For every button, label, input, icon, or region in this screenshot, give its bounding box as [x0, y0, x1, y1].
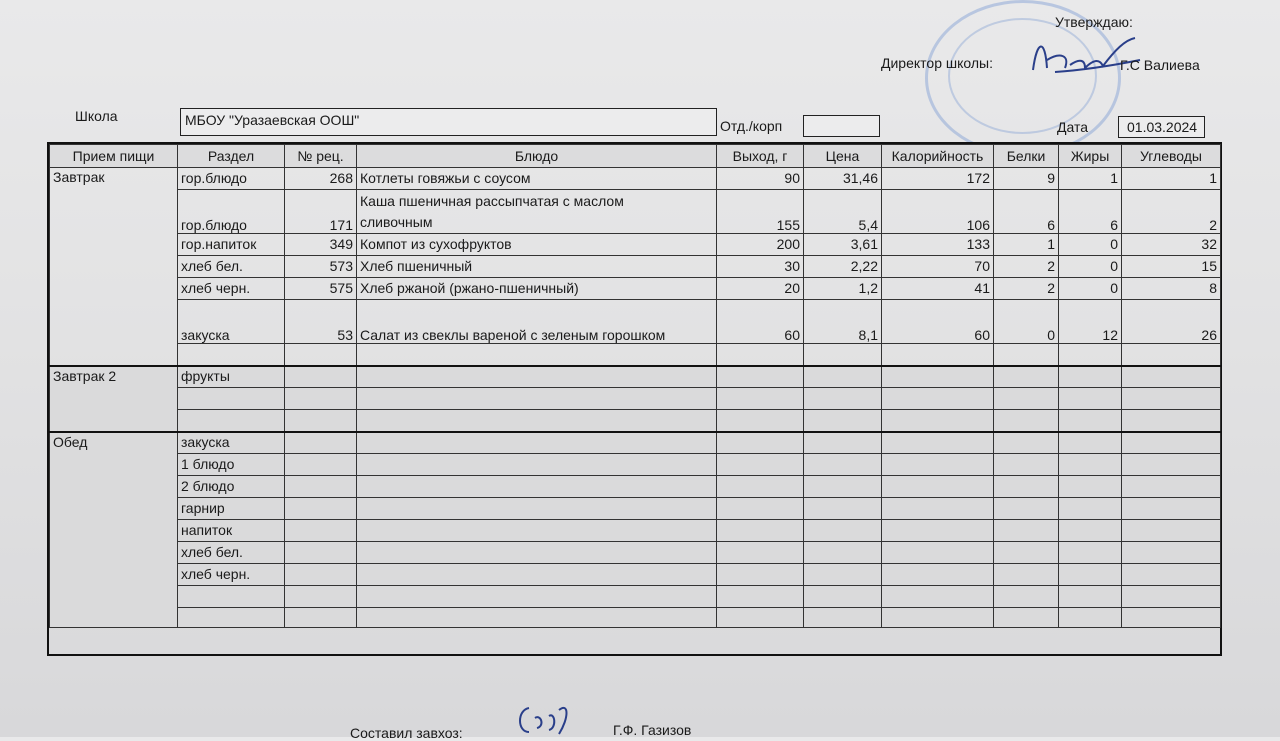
carbs-cell: 15 [1122, 256, 1221, 278]
col-dish: Блюдо [357, 145, 717, 168]
col-meal: Прием пищи [50, 145, 178, 168]
recipe-cell: 171 [285, 190, 357, 234]
col-price: Цена [804, 145, 882, 168]
recipe-cell: 268 [285, 168, 357, 190]
date-value: 01.03.2024 [1127, 119, 1198, 135]
director-label: Директор школы: [881, 55, 993, 71]
table-row [50, 278, 1221, 300]
table-header-row [50, 145, 1221, 168]
recipe-cell: 349 [285, 234, 357, 256]
kcal-cell: 133 [882, 234, 994, 256]
dish-cell: Хлеб ржаной (ржано-пшеничный) [357, 278, 717, 300]
director-name: Г.С Валиева [1120, 57, 1200, 73]
yield-cell: 90 [717, 168, 804, 190]
meal-lunch: Обед [50, 432, 178, 628]
price-cell: 8,1 [804, 300, 882, 344]
table-row-empty [50, 344, 1221, 366]
menu-table [49, 144, 1221, 628]
protein-cell: 2 [994, 278, 1059, 300]
protein-cell: 9 [994, 168, 1059, 190]
kcal-cell: 70 [882, 256, 994, 278]
kcal-cell: 41 [882, 278, 994, 300]
col-yield: Выход, г [717, 145, 804, 168]
table-row-empty [50, 388, 1221, 410]
fat-cell: 0 [1059, 234, 1122, 256]
section-cell: 1 блюдо [178, 454, 285, 476]
dish-cell: Салат из свеклы вареной с зеленым горошком [357, 300, 717, 344]
col-kcal: Калорийность [882, 145, 994, 168]
section-cell: хлеб черн. [178, 278, 285, 300]
school-field[interactable] [180, 108, 717, 136]
table-row [50, 168, 1221, 190]
yield-cell: 20 [717, 278, 804, 300]
recipe-cell: 53 [285, 300, 357, 344]
table-row [50, 476, 1221, 498]
protein-cell: 0 [994, 300, 1059, 344]
dish-cell [357, 190, 717, 234]
col-fat: Жиры [1059, 145, 1122, 168]
section-cell: хлеб черн. [178, 564, 285, 586]
table-row [50, 542, 1221, 564]
protein-cell: 1 [994, 234, 1059, 256]
table-row [50, 300, 1221, 344]
table-row [50, 366, 1221, 388]
menu-sheet [47, 142, 1222, 656]
price-cell: 2,22 [804, 256, 882, 278]
kcal-cell: 60 [882, 300, 994, 344]
kcal-cell: 106 [882, 190, 994, 234]
carbs-cell: 1 [1122, 168, 1221, 190]
price-cell: 31,46 [804, 168, 882, 190]
fat-cell: 0 [1059, 278, 1122, 300]
dish-cell: Котлеты говяжьи с соусом [357, 168, 717, 190]
protein-cell: 2 [994, 256, 1059, 278]
yield-cell: 200 [717, 234, 804, 256]
carbs-cell: 8 [1122, 278, 1221, 300]
fat-cell: 6 [1059, 190, 1122, 234]
table-row [50, 520, 1221, 542]
meal-breakfast: Завтрак [50, 168, 178, 366]
approve-label: Утверждаю: [1055, 14, 1133, 30]
carbs-cell: 26 [1122, 300, 1221, 344]
fat-cell: 0 [1059, 256, 1122, 278]
table-row-empty [50, 608, 1221, 628]
section-cell: фрукты [178, 366, 285, 388]
protein-cell: 6 [994, 190, 1059, 234]
recipe-cell: 573 [285, 256, 357, 278]
dish-cell: Хлеб пшеничный [357, 256, 717, 278]
section-cell: гарнир [178, 498, 285, 520]
section-cell: гор.блюдо [178, 168, 285, 190]
recipe-cell: 575 [285, 278, 357, 300]
dept-field[interactable] [803, 115, 880, 137]
dish-line-1: Каша пшеничная рассыпчатая с маслом [360, 192, 624, 209]
school-value: МБОУ "Уразаевская ООШ" [185, 112, 360, 128]
section-cell: закуска [178, 300, 285, 344]
table-row [50, 432, 1221, 454]
table-row [50, 454, 1221, 476]
table-row [50, 190, 1221, 234]
table-row [50, 234, 1221, 256]
dish-line-2: сливочным [360, 213, 433, 230]
section-cell: хлеб бел. [178, 256, 285, 278]
col-carbs: Углеводы [1122, 145, 1221, 168]
kcal-cell: 172 [882, 168, 994, 190]
yield-cell: 60 [717, 300, 804, 344]
dish-cell: Компот из сухофруктов [357, 234, 717, 256]
col-recipe: № рец. [285, 145, 357, 168]
dept-label: Отд./корп [720, 118, 783, 134]
section-cell: хлеб бел. [178, 542, 285, 564]
fat-cell: 12 [1059, 300, 1122, 344]
price-cell: 1,2 [804, 278, 882, 300]
price-cell: 3,61 [804, 234, 882, 256]
table-row-empty [50, 410, 1221, 432]
section-cell: гор.напиток [178, 234, 285, 256]
price-cell: 5,4 [804, 190, 882, 234]
table-row [50, 564, 1221, 586]
fat-cell: 1 [1059, 168, 1122, 190]
compiled-label: Составил завхоз: [350, 725, 463, 741]
meal-breakfast2: Завтрак 2 [50, 366, 178, 432]
compiler-signature [515, 698, 575, 737]
section-cell: напиток [178, 520, 285, 542]
section-cell: 2 блюдо [178, 476, 285, 498]
table-row [50, 256, 1221, 278]
school-label: Школа [75, 108, 118, 124]
section-cell: закуска [178, 432, 285, 454]
col-protein: Белки [994, 145, 1059, 168]
carbs-cell: 2 [1122, 190, 1221, 234]
table-row [50, 498, 1221, 520]
date-label: Дата [1057, 119, 1089, 135]
date-field[interactable] [1118, 116, 1205, 138]
compiled-name: Г.Ф. Газизов [613, 722, 692, 738]
col-section: Раздел [178, 145, 285, 168]
yield-cell: 155 [717, 190, 804, 234]
section-cell: гор.блюдо [178, 190, 285, 234]
carbs-cell: 32 [1122, 234, 1221, 256]
yield-cell: 30 [717, 256, 804, 278]
table-row-empty [50, 586, 1221, 608]
